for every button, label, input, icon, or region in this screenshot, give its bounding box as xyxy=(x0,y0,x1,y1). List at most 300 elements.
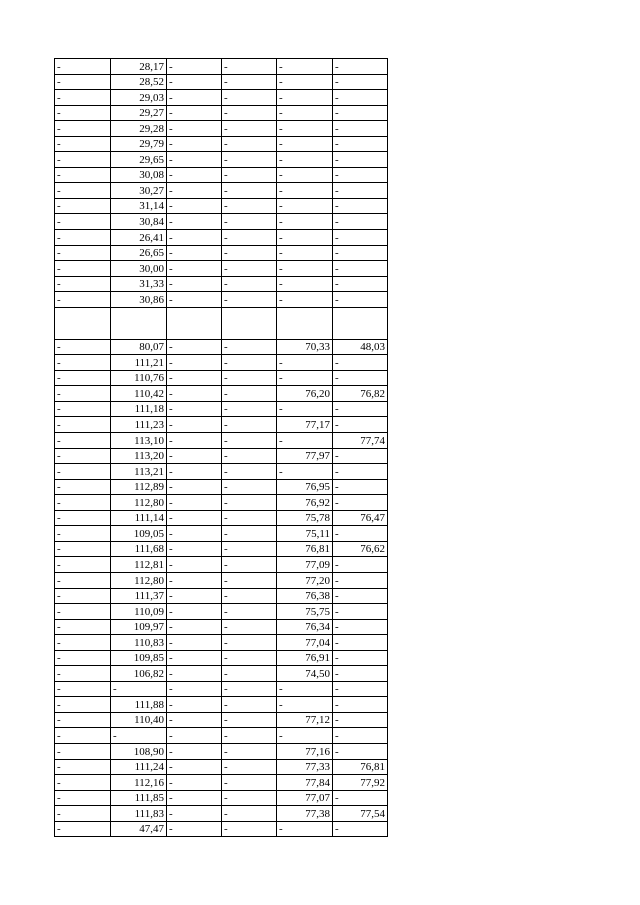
table-row xyxy=(55,821,388,837)
table-cell: - xyxy=(111,681,167,697)
table-cell: - xyxy=(333,59,388,75)
table-cell: - xyxy=(333,790,388,806)
table-cell: - xyxy=(55,245,111,261)
table-cell: - xyxy=(55,759,111,775)
table-row xyxy=(55,775,388,791)
table-cell: - xyxy=(167,276,222,292)
table-cell: - xyxy=(55,105,111,121)
table-cell: - xyxy=(55,541,111,557)
table-cell: - xyxy=(333,743,388,759)
table-cell: 77,38 xyxy=(277,806,333,822)
table-cell: 77,74 xyxy=(333,433,388,449)
table-row xyxy=(55,806,388,822)
table-cell: - xyxy=(167,495,222,511)
table-body xyxy=(55,59,388,837)
table-cell: 111,18 xyxy=(111,401,167,417)
table-row xyxy=(55,121,388,137)
table-row xyxy=(55,307,388,339)
table-cell: 77,20 xyxy=(277,572,333,588)
table-cell: - xyxy=(333,635,388,651)
table-cell: - xyxy=(333,183,388,199)
table-cell: 77,33 xyxy=(277,759,333,775)
table-cell: - xyxy=(55,650,111,666)
table-cell: 77,17 xyxy=(277,417,333,433)
table-cell: 76,91 xyxy=(277,650,333,666)
table-cell: 77,16 xyxy=(277,743,333,759)
table-cell: - xyxy=(167,588,222,604)
table-cell: - xyxy=(55,666,111,682)
data-table xyxy=(54,58,388,837)
table-cell: - xyxy=(333,728,388,744)
table-cell: - xyxy=(167,666,222,682)
table-cell: - xyxy=(167,775,222,791)
table-cell: - xyxy=(333,495,388,511)
table-cell: - xyxy=(55,121,111,137)
table-cell: - xyxy=(222,152,277,168)
table-cell: - xyxy=(333,214,388,230)
table-cell: 30,00 xyxy=(111,261,167,277)
table-cell: - xyxy=(55,712,111,728)
table-cell: - xyxy=(55,152,111,168)
table-row xyxy=(55,183,388,199)
table-cell: - xyxy=(277,90,333,106)
table-cell: 76,95 xyxy=(277,479,333,495)
table-cell: - xyxy=(55,635,111,651)
table-cell: - xyxy=(55,821,111,837)
table-cell: - xyxy=(55,604,111,620)
table-cell: 30,84 xyxy=(111,214,167,230)
table-cell: - xyxy=(277,121,333,137)
table-cell: 111,23 xyxy=(111,417,167,433)
table-cell: - xyxy=(333,276,388,292)
table-cell: - xyxy=(222,386,277,402)
table-cell: 75,75 xyxy=(277,604,333,620)
table-cell xyxy=(111,307,167,339)
table-cell: - xyxy=(167,59,222,75)
table-cell: - xyxy=(55,681,111,697)
table-cell: - xyxy=(277,59,333,75)
table-cell: - xyxy=(277,681,333,697)
table-cell: 112,89 xyxy=(111,479,167,495)
table-cell: 113,20 xyxy=(111,448,167,464)
table-cell: 76,92 xyxy=(277,495,333,511)
table-row xyxy=(55,167,388,183)
table-row xyxy=(55,386,388,402)
table-cell: - xyxy=(222,214,277,230)
table-cell: 31,14 xyxy=(111,198,167,214)
table-cell: - xyxy=(333,355,388,371)
table-cell: - xyxy=(55,495,111,511)
table-cell: - xyxy=(222,541,277,557)
table-cell: 28,52 xyxy=(111,74,167,90)
table-cell: - xyxy=(222,510,277,526)
table-cell: - xyxy=(55,743,111,759)
table-cell: 76,82 xyxy=(333,386,388,402)
table-row xyxy=(55,712,388,728)
table-cell: 70,33 xyxy=(277,339,333,355)
table-cell: 111,85 xyxy=(111,790,167,806)
table-cell: - xyxy=(55,790,111,806)
table-cell: - xyxy=(333,666,388,682)
table-row xyxy=(55,572,388,588)
table-row xyxy=(55,588,388,604)
table-cell: 77,09 xyxy=(277,557,333,573)
table-cell: - xyxy=(333,292,388,308)
table-row xyxy=(55,198,388,214)
table-cell: - xyxy=(222,230,277,246)
table-cell: - xyxy=(222,759,277,775)
table-cell: - xyxy=(222,121,277,137)
table-cell: - xyxy=(333,448,388,464)
table-row xyxy=(55,464,388,480)
table-cell: 77,84 xyxy=(277,775,333,791)
table-cell: - xyxy=(167,214,222,230)
table-cell: - xyxy=(55,572,111,588)
table-cell: - xyxy=(222,712,277,728)
table-cell: - xyxy=(167,245,222,261)
table-cell xyxy=(55,307,111,339)
table-cell: 76,20 xyxy=(277,386,333,402)
table-cell: 30,86 xyxy=(111,292,167,308)
table-cell: 75,11 xyxy=(277,526,333,542)
table-cell: - xyxy=(167,681,222,697)
table-cell: - xyxy=(222,417,277,433)
table-cell: - xyxy=(222,198,277,214)
table-row xyxy=(55,557,388,573)
table-cell: - xyxy=(222,728,277,744)
table-cell: - xyxy=(277,276,333,292)
table-cell: - xyxy=(167,572,222,588)
table-cell: - xyxy=(222,526,277,542)
table-cell: 110,83 xyxy=(111,635,167,651)
table-cell: - xyxy=(222,245,277,261)
table-cell: - xyxy=(167,292,222,308)
table-cell: - xyxy=(222,292,277,308)
table-cell: - xyxy=(222,105,277,121)
table-cell: - xyxy=(222,619,277,635)
table-cell: 29,65 xyxy=(111,152,167,168)
table-cell: - xyxy=(167,806,222,822)
table-cell: - xyxy=(333,526,388,542)
table-row xyxy=(55,650,388,666)
table-cell: 76,81 xyxy=(333,759,388,775)
table-cell: - xyxy=(277,167,333,183)
table-row xyxy=(55,510,388,526)
table-cell: 29,79 xyxy=(111,136,167,152)
table-row xyxy=(55,214,388,230)
table-cell: - xyxy=(333,230,388,246)
table-cell: - xyxy=(167,712,222,728)
table-cell: - xyxy=(55,136,111,152)
table-cell: - xyxy=(277,230,333,246)
table-row xyxy=(55,401,388,417)
table-cell: 76,47 xyxy=(333,510,388,526)
table-cell: 111,24 xyxy=(111,759,167,775)
table-cell: - xyxy=(333,821,388,837)
table-row xyxy=(55,245,388,261)
table-cell: - xyxy=(222,59,277,75)
table-row xyxy=(55,355,388,371)
table-cell: - xyxy=(167,152,222,168)
table-cell: 76,34 xyxy=(277,619,333,635)
table-cell: - xyxy=(167,136,222,152)
table-cell: 26,65 xyxy=(111,245,167,261)
table-cell xyxy=(277,307,333,339)
table-cell: - xyxy=(333,557,388,573)
table-cell: - xyxy=(55,510,111,526)
table-cell: - xyxy=(277,464,333,480)
table-cell: - xyxy=(333,198,388,214)
table-cell: - xyxy=(167,417,222,433)
table-cell: - xyxy=(222,650,277,666)
table-cell: - xyxy=(167,401,222,417)
table-cell: - xyxy=(277,261,333,277)
table-cell: - xyxy=(222,74,277,90)
table-row xyxy=(55,74,388,90)
table-cell: - xyxy=(222,588,277,604)
table-row xyxy=(55,339,388,355)
table-cell: - xyxy=(55,417,111,433)
table-cell: - xyxy=(167,743,222,759)
table-cell: - xyxy=(277,245,333,261)
table-cell: - xyxy=(167,619,222,635)
table-row xyxy=(55,136,388,152)
table-cell: - xyxy=(222,572,277,588)
table-cell: - xyxy=(167,74,222,90)
table-cell: - xyxy=(222,821,277,837)
table-cell: 110,40 xyxy=(111,712,167,728)
table-cell: 48,03 xyxy=(333,339,388,355)
table-cell: 113,21 xyxy=(111,464,167,480)
table-cell: - xyxy=(55,526,111,542)
table-cell: 30,27 xyxy=(111,183,167,199)
table-cell: - xyxy=(55,214,111,230)
table-cell: - xyxy=(333,697,388,713)
table-cell: - xyxy=(222,743,277,759)
table-cell: - xyxy=(222,355,277,371)
table-cell: - xyxy=(55,167,111,183)
table-cell: - xyxy=(167,635,222,651)
table-row xyxy=(55,448,388,464)
table-row xyxy=(55,59,388,75)
table-cell: - xyxy=(222,183,277,199)
table-cell: - xyxy=(333,105,388,121)
table-cell: - xyxy=(167,339,222,355)
table-cell: - xyxy=(55,464,111,480)
table-cell: 47,47 xyxy=(111,821,167,837)
table-cell xyxy=(333,307,388,339)
table-cell: - xyxy=(55,370,111,386)
table-cell: - xyxy=(55,386,111,402)
table-row xyxy=(55,417,388,433)
table-cell: - xyxy=(333,572,388,588)
table-cell: 110,42 xyxy=(111,386,167,402)
table-cell: - xyxy=(333,370,388,386)
table-cell: 26,41 xyxy=(111,230,167,246)
table-row xyxy=(55,292,388,308)
table-cell: - xyxy=(333,604,388,620)
table-cell: - xyxy=(55,806,111,822)
table-cell: - xyxy=(277,728,333,744)
table-cell: - xyxy=(167,541,222,557)
table-cell: - xyxy=(55,775,111,791)
table-cell: - xyxy=(222,464,277,480)
table-cell: - xyxy=(55,588,111,604)
table-cell: - xyxy=(277,401,333,417)
table-cell: - xyxy=(333,588,388,604)
table-cell: - xyxy=(167,105,222,121)
table-cell: - xyxy=(277,433,333,449)
table-cell: - xyxy=(333,152,388,168)
table-cell: - xyxy=(167,261,222,277)
table-row xyxy=(55,541,388,557)
table-cell: - xyxy=(222,806,277,822)
table-cell: 75,78 xyxy=(277,510,333,526)
table-row xyxy=(55,433,388,449)
table-row xyxy=(55,697,388,713)
table-cell: - xyxy=(222,697,277,713)
table-cell: 111,68 xyxy=(111,541,167,557)
table-cell: 76,38 xyxy=(277,588,333,604)
table-cell: - xyxy=(222,136,277,152)
table-cell: - xyxy=(167,355,222,371)
table-cell: - xyxy=(55,557,111,573)
table-cell: 77,97 xyxy=(277,448,333,464)
table-cell: 76,81 xyxy=(277,541,333,557)
table-cell: - xyxy=(167,479,222,495)
table-row xyxy=(55,105,388,121)
table-cell: 77,12 xyxy=(277,712,333,728)
table-cell: 110,76 xyxy=(111,370,167,386)
table-cell xyxy=(167,307,222,339)
table-cell: 112,16 xyxy=(111,775,167,791)
table-cell: - xyxy=(167,526,222,542)
table-cell: 111,37 xyxy=(111,588,167,604)
table-cell: - xyxy=(167,230,222,246)
table-cell: 110,09 xyxy=(111,604,167,620)
table-cell: - xyxy=(222,495,277,511)
table-cell: - xyxy=(55,355,111,371)
table-cell: - xyxy=(167,370,222,386)
table-cell: - xyxy=(55,448,111,464)
table-cell: - xyxy=(333,121,388,137)
table-cell: - xyxy=(277,74,333,90)
table-cell: - xyxy=(333,681,388,697)
table-cell: - xyxy=(222,370,277,386)
table-cell: - xyxy=(167,697,222,713)
table-cell: - xyxy=(55,697,111,713)
table-cell: 106,82 xyxy=(111,666,167,682)
table-cell: - xyxy=(222,448,277,464)
table-cell: - xyxy=(222,775,277,791)
table-cell: - xyxy=(55,90,111,106)
table-cell: - xyxy=(222,635,277,651)
table-cell: - xyxy=(333,479,388,495)
table-cell: - xyxy=(222,666,277,682)
table-cell: - xyxy=(222,790,277,806)
table-cell: - xyxy=(277,214,333,230)
table-cell: - xyxy=(167,510,222,526)
table-row xyxy=(55,759,388,775)
table-row xyxy=(55,728,388,744)
table-cell: - xyxy=(55,433,111,449)
table-cell: - xyxy=(222,339,277,355)
table-row xyxy=(55,619,388,635)
table-cell: - xyxy=(333,136,388,152)
table-row xyxy=(55,743,388,759)
table-cell: - xyxy=(333,401,388,417)
table-cell: - xyxy=(55,183,111,199)
table-cell: 111,21 xyxy=(111,355,167,371)
table-cell: 30,08 xyxy=(111,167,167,183)
table-cell: 112,81 xyxy=(111,557,167,573)
table-row xyxy=(55,604,388,620)
table-cell: 109,85 xyxy=(111,650,167,666)
table-cell: - xyxy=(277,821,333,837)
table-cell: - xyxy=(55,339,111,355)
table-cell: 74,50 xyxy=(277,666,333,682)
table-cell: - xyxy=(55,276,111,292)
table-cell: - xyxy=(277,136,333,152)
table-cell: - xyxy=(167,183,222,199)
table-cell: 29,27 xyxy=(111,105,167,121)
table-row xyxy=(55,666,388,682)
table-row xyxy=(55,152,388,168)
table-cell: 76,62 xyxy=(333,541,388,557)
table-cell: - xyxy=(222,433,277,449)
table-cell: - xyxy=(55,198,111,214)
table-row xyxy=(55,261,388,277)
table-cell: - xyxy=(333,712,388,728)
table-row xyxy=(55,370,388,386)
table-cell: - xyxy=(55,619,111,635)
table-cell: 111,88 xyxy=(111,697,167,713)
table-cell: - xyxy=(333,417,388,433)
table-cell: - xyxy=(222,479,277,495)
table-cell: - xyxy=(277,292,333,308)
table-cell: - xyxy=(55,74,111,90)
table-cell: - xyxy=(55,728,111,744)
table-cell: - xyxy=(55,59,111,75)
table-cell: - xyxy=(222,401,277,417)
table-cell: - xyxy=(277,355,333,371)
table-cell: - xyxy=(167,759,222,775)
table-cell: - xyxy=(167,448,222,464)
table-cell: - xyxy=(167,433,222,449)
table-row xyxy=(55,790,388,806)
table-cell: - xyxy=(167,557,222,573)
table-cell xyxy=(222,307,277,339)
table-cell: - xyxy=(167,464,222,480)
table-cell: - xyxy=(277,183,333,199)
table-cell: 29,03 xyxy=(111,90,167,106)
table-cell: - xyxy=(333,74,388,90)
table-cell: 77,54 xyxy=(333,806,388,822)
table-row xyxy=(55,230,388,246)
table-cell: - xyxy=(167,650,222,666)
table-cell: - xyxy=(277,105,333,121)
table-row xyxy=(55,90,388,106)
table-cell: - xyxy=(167,121,222,137)
table-cell: 31,33 xyxy=(111,276,167,292)
table-cell: 109,97 xyxy=(111,619,167,635)
table-row xyxy=(55,681,388,697)
table-cell: - xyxy=(167,167,222,183)
table-cell: - xyxy=(167,604,222,620)
table-cell: - xyxy=(222,276,277,292)
table-cell: 28,17 xyxy=(111,59,167,75)
table-cell: 77,04 xyxy=(277,635,333,651)
